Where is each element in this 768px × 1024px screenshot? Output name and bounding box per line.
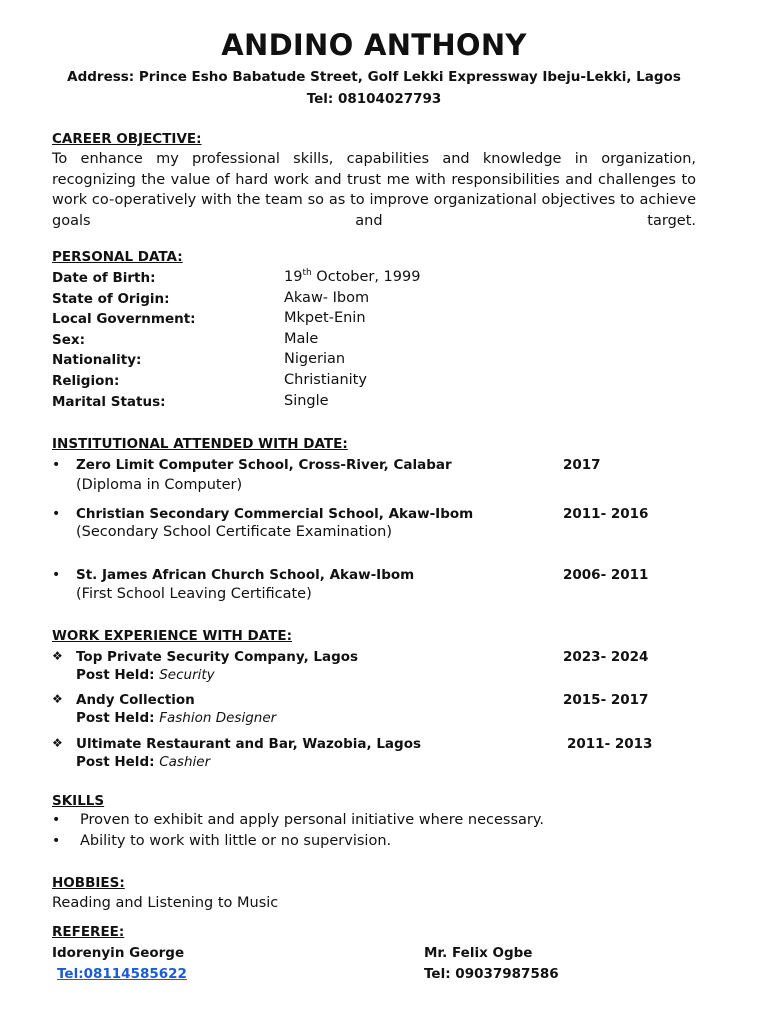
school-name: St. James African Church School, Akaw-Ibom xyxy=(76,567,415,583)
work-years: 2023- 2024 xyxy=(563,649,649,665)
post-held xyxy=(76,754,210,770)
school-years: 2011- 2016 xyxy=(563,506,649,522)
origin-label: State of Origin: xyxy=(52,291,170,307)
skill-item: Ability to work with little or no supervision. xyxy=(80,833,392,849)
diamond-bullet-icon: ❖ xyxy=(52,692,63,706)
school-qualification: (Secondary School Certificate Examination) xyxy=(76,524,393,540)
education-heading: INSTITUTIONAL ATTENDED WITH DATE: xyxy=(52,436,348,452)
school-qualification: (Diploma in Computer) xyxy=(76,477,243,493)
dob-rest: October, 1999 xyxy=(311,269,421,285)
bullet-icon: • xyxy=(52,567,61,583)
company-name: Andy Collection xyxy=(76,692,195,708)
company-name: Ultimate Restaurant and Bar, Wazobia, Lagos xyxy=(76,736,422,752)
work-years: 2011- 2013 xyxy=(567,736,653,752)
dob-label: Date of Birth: xyxy=(52,270,156,286)
dob-suffix: th xyxy=(302,268,312,279)
marital-value: Single xyxy=(284,393,329,409)
bullet-icon: • xyxy=(52,812,61,828)
school-years: 2017 xyxy=(563,457,601,473)
post-held xyxy=(76,710,276,726)
marital-label: Marital Status: xyxy=(52,394,166,410)
bullet-icon: • xyxy=(52,457,61,473)
phone-line: Tel: 08104027793 xyxy=(306,91,442,107)
bullet-icon: • xyxy=(52,833,61,849)
skills-heading: SKILLS xyxy=(52,793,105,809)
bullet-icon: • xyxy=(52,506,61,522)
cv-name: ANDINO ANTHONY xyxy=(221,28,527,62)
school-name: Christian Secondary Commercial School, Akaw-Ibom xyxy=(76,506,474,522)
school-name: Zero Limit Computer School, Cross-River, Calabar xyxy=(76,457,452,473)
company-name: Top Private Security Company, Lagos xyxy=(76,649,359,665)
post-label: Post Held: xyxy=(76,667,155,683)
post-label: Post Held: xyxy=(76,710,155,726)
referee-name: Idorenyin George xyxy=(52,945,185,961)
referee-phone-link[interactable]: Tel:08114585622 xyxy=(57,966,187,982)
nationality-label: Nationality: xyxy=(52,352,142,368)
dob-value xyxy=(284,269,420,285)
diamond-bullet-icon: ❖ xyxy=(52,649,63,663)
diamond-bullet-icon: ❖ xyxy=(52,736,63,750)
post-value: Security xyxy=(159,667,215,683)
lga-label: Local Government: xyxy=(52,311,196,327)
nationality-value: Nigerian xyxy=(284,351,346,367)
sex-value: Male xyxy=(284,331,319,347)
sex-label: Sex: xyxy=(52,332,85,348)
work-heading: WORK EXPERIENCE WITH DATE: xyxy=(52,628,292,644)
career-objective-text: To enhance my professional skills, capabilities and knowledge in organization, recognizing the value of hard work and trust me with responsibilities and challenges to work co-operatively with the team so as to improve organizational objectives to achieve goals and target. xyxy=(52,151,696,229)
work-years: 2015- 2017 xyxy=(563,692,649,708)
address-line: Address: Prince Esho Babatude Street, Golf Lekki Expressway Ibeju-Lekki, Lagos xyxy=(67,69,681,85)
referee-name: Mr. Felix Ogbe xyxy=(424,945,533,961)
post-held xyxy=(76,667,215,683)
religion-label: Religion: xyxy=(52,373,120,389)
hobbies-heading: HOBBIES: xyxy=(52,875,125,891)
lga-value: Mkpet-Enin xyxy=(284,310,366,326)
career-heading: CAREER OBJECTIVE: xyxy=(52,131,202,147)
school-qualification: (First School Leaving Certificate) xyxy=(76,586,312,602)
post-value: Cashier xyxy=(159,754,211,770)
skill-item: Proven to exhibit and apply personal initiative where necessary. xyxy=(80,812,544,828)
referee-heading: REFEREE: xyxy=(52,924,125,940)
post-label: Post Held: xyxy=(76,754,155,770)
post-value: Fashion Designer xyxy=(159,710,277,726)
dob-day: 19 xyxy=(284,269,303,285)
religion-value: Christianity xyxy=(284,372,367,388)
hobbies-text: Reading and Listening to Music xyxy=(52,895,279,911)
referee-phone: Tel: 09037987586 xyxy=(424,966,559,982)
personal-heading: PERSONAL DATA: xyxy=(52,249,183,265)
origin-value: Akaw- Ibom xyxy=(284,290,370,306)
school-years: 2006- 2011 xyxy=(563,567,649,583)
